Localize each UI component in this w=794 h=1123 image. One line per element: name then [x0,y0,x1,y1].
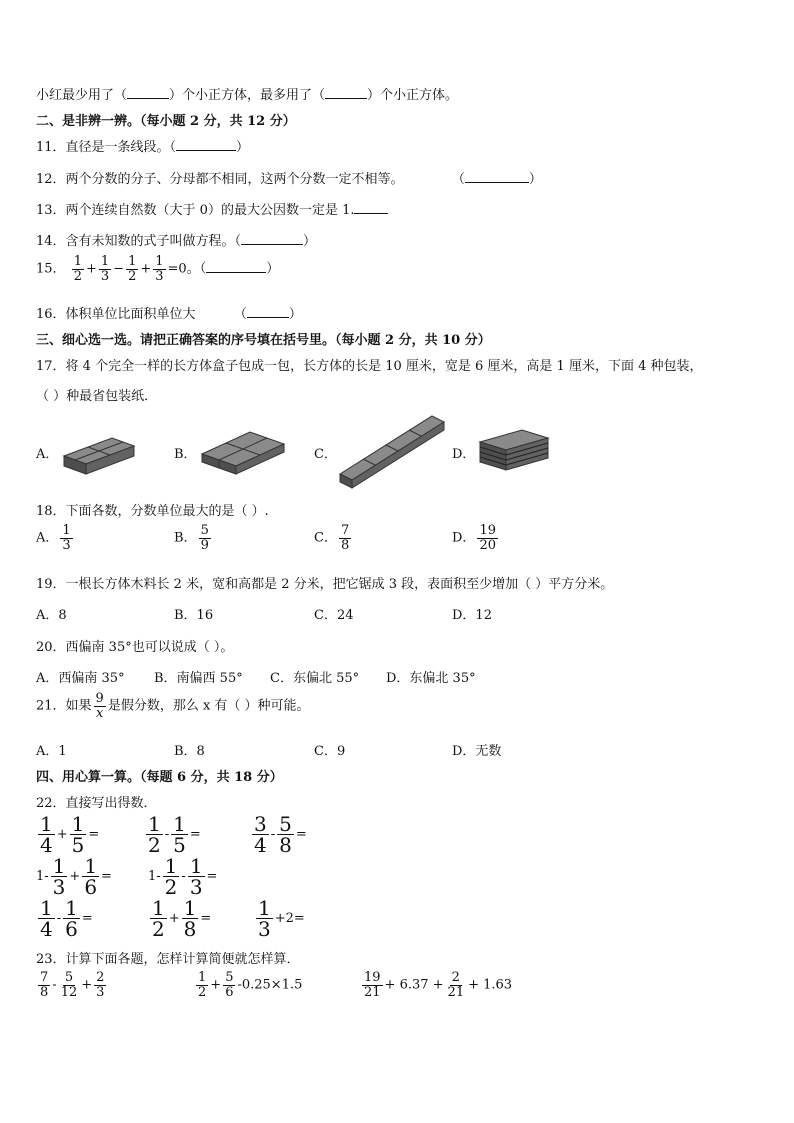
option-b[interactable]: B．8 [174,744,205,759]
option-a[interactable]: A．1 [36,744,67,759]
answer-blank[interactable] [176,138,236,151]
question-23: 23．计算下面各题，怎样计算简便就怎样算． [36,952,300,967]
answer-blank[interactable] [241,232,303,245]
option-b[interactable]: B． $\frac{5}{9}$ [174,523,209,553]
calc-item: $\frac{19}{21}$ + 6.37 + $\frac{2}{21}$ + 1.63 [364,970,513,1000]
fraction: $\frac{1}{2}$ [128,254,137,284]
option-c[interactable]: C．东偏北 55° [270,671,360,686]
intro-line: 小红最少用了（ ）个小正方体，最多用了（ ）个小正方体。 [36,88,459,103]
question-22: 22．直接写出得数． [36,796,157,811]
box-package-d-image [478,422,552,474]
question-11: 11．直径是一条线段。（ ） [36,140,250,155]
option-a-label[interactable]: A． [36,447,59,462]
calc-item: $\frac{7}{8}$ - $\frac{5}{12}$ + $\frac{2}{3}$ [40,970,105,1000]
fraction: $\frac{1}{3}$ [155,254,164,284]
question-17-line-2: （ ）种最省包装纸． [36,389,158,404]
fraction: $\frac{1}{2}$ [73,254,82,284]
calc-item: $\frac{1}{3}$ +2= [258,896,305,941]
question-12: 12．两个分数的分子、分母都不相同，这两个分数一定不相等。 （ ） [36,172,542,187]
option-c[interactable]: C． $\frac{7}{8}$ [314,523,350,553]
answer-blank[interactable] [247,305,289,318]
fraction: $\frac{1}{3}$ [100,254,110,284]
question-15: 15． $\frac{1}{2}$ + $\frac{1}{3}$ − $\frac{1}{2}$ + $\frac{1}{3}$ =0。（ ） [36,254,280,284]
answer-blank[interactable] [465,170,529,183]
option-a[interactable]: A．西偏南 35° [36,671,125,686]
answer-blank[interactable] [325,86,367,99]
option-d[interactable]: D．东偏北 35° [386,671,476,686]
calc-item: $\frac{1}{4}$ + $\frac{1}{5}$ = [40,812,100,857]
option-d[interactable]: D． $\frac{19}{20}$ [452,523,496,553]
box-package-a-image [62,424,138,476]
calc-item: $\frac{1}{2}$ + $\frac{5}{6}$ -0.25×1.5 [198,970,303,1000]
option-d-label[interactable]: D． [452,447,476,462]
box-package-c-image [336,410,448,490]
section-4-title: 四、用心算一算。（每题 6 分，共 18 分） [36,770,283,785]
calc-item: $\frac{3}{4}$ - $\frac{5}{8}$ = [254,812,307,857]
option-d[interactable]: D．12 [452,608,492,623]
option-b[interactable]: B．南偏西 55° [154,671,243,686]
box-package-b-image [200,420,288,476]
option-a[interactable]: A．8 [36,608,67,623]
question-19: 19．一根长方体木料长 2 米，宽和高都是 2 分米，把它锯成 3 段，表面积至少增加（ ）平方分米。 [36,577,614,592]
answer-blank[interactable] [127,86,169,99]
calc-item: $\frac{1}{2}$ - $\frac{1}{5}$ = [148,812,201,857]
calc-item: 1- $\frac{1}{3}$ + $\frac{1}{6}$ = [36,854,112,899]
option-c[interactable]: C．24 [314,608,354,623]
option-b[interactable]: B．16 [174,608,214,623]
question-17-line-1: 17．将 4 个完全一样的长方体盒子包成一包，长方体的长是 10 厘米，宽是 6 厘米，高是 1 厘米，下面 4 种包装， [36,359,703,374]
answer-blank[interactable] [354,201,388,214]
calc-item: 1- $\frac{1}{2}$ - $\frac{1}{3}$ = [148,854,218,899]
answer-blank[interactable] [206,260,266,273]
option-c[interactable]: C．9 [314,744,346,759]
section-2-title: 二、是非辨一辨。（每小题 2 分，共 12 分） [36,114,296,129]
option-d[interactable]: D．无数 [452,744,502,759]
question-14: 14．含有未知数的式子叫做方程。（ ） [36,234,317,249]
section-3-title: 三、细心选一选。请把正确答案的序号填在括号里。（每小题 2 分，共 10 分） [36,333,491,348]
option-b-label[interactable]: B． [174,447,197,462]
option-a[interactable]: A． $\frac{1}{3}$ [36,523,71,553]
question-18: 18．下面各数，分数单位最大的是（ ）. [36,504,269,519]
calc-item: $\frac{1}{4}$ - $\frac{1}{6}$ = [40,896,93,941]
option-c-label[interactable]: C． [314,447,337,462]
question-16: 16．体积单位比面积单位大 （ ） [36,307,302,322]
question-20: 20．西偏南 35°也可以说成（ ）。 [36,640,234,655]
calc-item: $\frac{1}{2}$ + $\frac{1}{8}$ = [152,896,212,941]
question-13: 13．两个连续自然数（大于 0）的最大公因数一定是 1. [36,199,388,218]
question-21: 21．如果 $\frac{9}{x}$ 是假分数，那么 x 有（ ）种可能。 [36,691,310,721]
